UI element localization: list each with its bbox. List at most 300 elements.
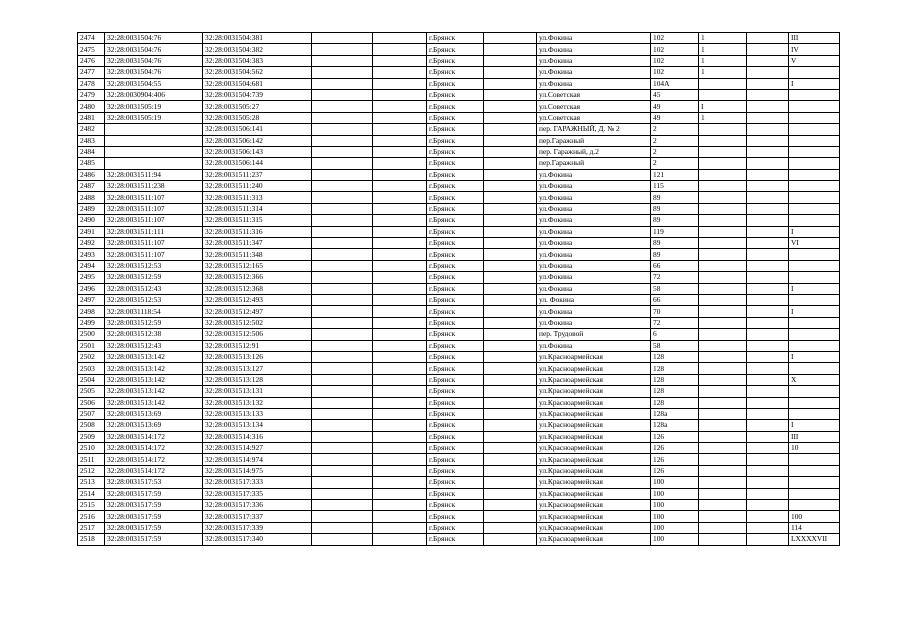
row-number-cell: 2504 [78,374,105,385]
blank-cell-c [484,33,537,44]
row-number-cell: 2491 [78,226,105,237]
blank-cell-d [747,363,789,374]
city-cell: г.Брянск [427,215,484,226]
unit-cell [699,124,747,135]
city-cell: г.Брянск [427,431,484,442]
parent-cadastral-number-cell: 32:28:0031513:69 [105,420,203,431]
room-number-cell: I [789,420,840,431]
blank-cell-b [373,329,427,340]
blank-cell-a [312,226,373,237]
blank-cell-a [312,192,373,203]
table-row [78,67,840,78]
row-number-cell: 2477 [78,67,105,78]
blank-cell-c [484,238,537,249]
table-row [78,283,840,294]
room-number-cell [789,272,840,283]
unit-cell [699,283,747,294]
cadastral-number-cell: 32:28:0031517:335 [203,488,312,499]
house-number-cell: 115 [651,181,699,192]
blank-cell-a [312,522,373,533]
parent-cadastral-number-cell: 32:28:0031511:107 [105,249,203,260]
blank-cell-a [312,215,373,226]
cadastral-number-cell: 32:28:0031504:381 [203,33,312,44]
parent-cadastral-number-cell: 32:28:0031512:43 [105,283,203,294]
table-row [78,169,840,180]
blank-cell-b [373,44,427,55]
parent-cadastral-number-cell [105,124,203,135]
table-row [78,89,840,100]
parent-cadastral-number-cell [105,158,203,169]
city-cell: г.Брянск [427,78,484,89]
street-cell: ул.Фокина [537,55,651,66]
row-number-cell: 2494 [78,260,105,271]
street-cell: ул.Красноармейская [537,408,651,419]
city-cell: г.Брянск [427,329,484,340]
blank-cell-a [312,33,373,44]
blank-cell-d [747,374,789,385]
room-number-cell [789,363,840,374]
blank-cell-b [373,431,427,442]
table-row [78,33,840,44]
blank-cell-d [747,215,789,226]
cadastral-number-cell: 32:28:0031511:237 [203,169,312,180]
blank-cell-d [747,408,789,419]
city-cell: г.Брянск [427,260,484,271]
blank-cell-d [747,465,789,476]
blank-cell-d [747,78,789,89]
street-cell: ул.Фокина [537,78,651,89]
blank-cell-b [373,215,427,226]
parent-cadastral-number-cell: 32:28:0030904:406 [105,89,203,100]
unit-cell: I [699,101,747,112]
city-cell: г.Брянск [427,294,484,305]
room-number-cell [789,181,840,192]
unit-cell [699,226,747,237]
street-cell: ул.Красноармейская [537,363,651,374]
blank-cell-a [312,443,373,454]
street-cell: ул.Красноармейская [537,454,651,465]
room-number-cell [789,146,840,157]
city-cell: г.Брянск [427,158,484,169]
cadastral-number-cell: 32:28:0031506:143 [203,146,312,157]
table-row [78,522,840,533]
room-number-cell [789,500,840,511]
cadastral-number-cell: 32:28:0031517:340 [203,534,312,545]
parent-cadastral-number-cell: 32:28:0031511:94 [105,169,203,180]
blank-cell-a [312,488,373,499]
city-cell: г.Брянск [427,283,484,294]
blank-cell-a [312,351,373,362]
blank-cell-a [312,374,373,385]
table-row [78,124,840,135]
house-number-cell: 89 [651,192,699,203]
city-cell: г.Брянск [427,397,484,408]
blank-cell-c [484,272,537,283]
city-cell: г.Брянск [427,101,484,112]
unit-cell [699,203,747,214]
parent-cadastral-number-cell: 32:28:0031511:111 [105,226,203,237]
parent-cadastral-number-cell [105,146,203,157]
room-number-cell [789,192,840,203]
row-number-cell: 2514 [78,488,105,499]
cadastral-number-cell: 32:28:0031511:240 [203,181,312,192]
blank-cell-a [312,306,373,317]
table-row [78,454,840,465]
room-number-cell [789,408,840,419]
parent-cadastral-number-cell: 32:28:0031512:53 [105,294,203,305]
blank-cell-b [373,397,427,408]
city-cell: г.Брянск [427,465,484,476]
blank-cell-b [373,363,427,374]
house-number-cell: 102 [651,44,699,55]
blank-cell-b [373,238,427,249]
parent-cadastral-number-cell: 32:28:0031504:76 [105,33,203,44]
row-number-cell: 2490 [78,215,105,226]
street-cell: ул.Красноармейская [537,397,651,408]
cadastral-number-cell: 32:28:0031512:497 [203,306,312,317]
table-row [78,260,840,271]
row-number-cell: 2509 [78,431,105,442]
blank-cell-c [484,340,537,351]
city-cell: г.Брянск [427,408,484,419]
cadastral-number-cell: 32:28:0031513:132 [203,397,312,408]
blank-cell-a [312,112,373,123]
house-number-cell: 2 [651,135,699,146]
cadastral-number-cell: 32:28:0031514:975 [203,465,312,476]
house-number-cell: 128 [651,363,699,374]
unit-cell [699,306,747,317]
house-number-cell: 100 [651,477,699,488]
blank-cell-a [312,169,373,180]
blank-cell-a [312,249,373,260]
house-number-cell: 100 [651,511,699,522]
blank-cell-c [484,477,537,488]
room-number-cell: I [789,226,840,237]
blank-cell-d [747,238,789,249]
unit-cell [699,477,747,488]
blank-cell-a [312,431,373,442]
cadastral-number-cell: 32:28:0031511:314 [203,203,312,214]
blank-cell-b [373,158,427,169]
blank-cell-c [484,89,537,100]
row-number-cell: 2518 [78,534,105,545]
table-row [78,158,840,169]
room-number-cell [789,340,840,351]
street-cell: ул.Красноармейская [537,477,651,488]
house-number-cell: 45 [651,89,699,100]
street-cell: пер.Гаражный [537,135,651,146]
unit-cell [699,534,747,545]
row-number-cell: 2515 [78,500,105,511]
blank-cell-d [747,397,789,408]
city-cell: г.Брянск [427,249,484,260]
cadastral-number-cell: 32:28:0031517:337 [203,511,312,522]
street-cell: ул.Фокина [537,192,651,203]
blank-cell-d [747,317,789,328]
table-row [78,511,840,522]
table-row [78,215,840,226]
street-cell: ул.Красноармейская [537,374,651,385]
blank-cell-c [484,203,537,214]
row-number-cell: 2474 [78,33,105,44]
blank-cell-d [747,340,789,351]
cadastral-number-cell: 32:28:0031513:128 [203,374,312,385]
cadastral-number-cell: 32:28:0031513:126 [203,351,312,362]
unit-cell [699,420,747,431]
cadastral-number-cell: 32:28:0031506:142 [203,135,312,146]
table-row [78,488,840,499]
blank-cell-d [747,454,789,465]
blank-cell-b [373,135,427,146]
row-number-cell: 2511 [78,454,105,465]
blank-cell-a [312,260,373,271]
cadastral-number-cell: 32:28:0031512:368 [203,283,312,294]
row-number-cell: 2501 [78,340,105,351]
city-cell: г.Брянск [427,534,484,545]
room-number-cell [789,158,840,169]
street-cell: пер. Трудовой [537,329,651,340]
table-row [78,249,840,260]
house-number-cell: 119 [651,226,699,237]
table-row [78,272,840,283]
house-number-cell: 100 [651,534,699,545]
cadastral-number-cell: 32:28:0031513:133 [203,408,312,419]
room-number-cell [789,203,840,214]
blank-cell-b [373,408,427,419]
unit-cell [699,431,747,442]
blank-cell-b [373,283,427,294]
room-number-cell: III [789,33,840,44]
room-number-cell [789,89,840,100]
table-row [78,317,840,328]
blank-cell-a [312,238,373,249]
unit-cell [699,329,747,340]
street-cell: пер.Гаражный [537,158,651,169]
unit-cell: 1 [699,44,747,55]
blank-cell-b [373,386,427,397]
blank-cell-c [484,534,537,545]
parent-cadastral-number-cell: 32:28:0031513:69 [105,408,203,419]
blank-cell-b [373,374,427,385]
house-number-cell: 104А [651,78,699,89]
parent-cadastral-number-cell: 32:28:0031517:59 [105,500,203,511]
house-number-cell: 66 [651,294,699,305]
blank-cell-d [747,181,789,192]
city-cell: г.Брянск [427,477,484,488]
blank-cell-d [747,488,789,499]
city-cell: г.Брянск [427,55,484,66]
row-number-cell: 2482 [78,124,105,135]
blank-cell-c [484,317,537,328]
blank-cell-d [747,534,789,545]
unit-cell: 1 [699,112,747,123]
blank-cell-c [484,181,537,192]
blank-cell-b [373,511,427,522]
unit-cell [699,488,747,499]
street-cell: ул.Советская [537,101,651,112]
room-number-cell: III [789,431,840,442]
row-number-cell: 2479 [78,89,105,100]
unit-cell [699,465,747,476]
unit-cell [699,249,747,260]
blank-cell-b [373,465,427,476]
table-row [78,101,840,112]
blank-cell-a [312,386,373,397]
house-number-cell: 70 [651,306,699,317]
unit-cell [699,215,747,226]
house-number-cell: 128а [651,420,699,431]
blank-cell-d [747,146,789,157]
blank-cell-b [373,488,427,499]
blank-cell-c [484,488,537,499]
unit-cell [699,89,747,100]
street-cell: ул.Советская [537,112,651,123]
table-row [78,465,840,476]
parent-cadastral-number-cell: 32:28:0031118:54 [105,306,203,317]
blank-cell-b [373,351,427,362]
parent-cadastral-number-cell: 32:28:0031513:142 [105,397,203,408]
row-number-cell: 2484 [78,146,105,157]
parent-cadastral-number-cell: 32:28:0031513:142 [105,351,203,362]
city-cell: г.Брянск [427,135,484,146]
blank-cell-c [484,500,537,511]
row-number-cell: 2476 [78,55,105,66]
blank-cell-b [373,477,427,488]
blank-cell-b [373,101,427,112]
parent-cadastral-number-cell: 32:28:0031512:43 [105,340,203,351]
blank-cell-a [312,181,373,192]
blank-cell-c [484,374,537,385]
house-number-cell: 89 [651,249,699,260]
city-cell: г.Брянск [427,420,484,431]
house-number-cell: 128 [651,374,699,385]
street-cell: ул.Фокина [537,226,651,237]
blank-cell-c [484,101,537,112]
table-row [78,294,840,305]
room-number-cell: 114 [789,522,840,533]
blank-cell-c [484,363,537,374]
city-cell: г.Брянск [427,33,484,44]
blank-cell-a [312,283,373,294]
city-cell: г.Брянск [427,146,484,157]
table-row [78,146,840,157]
parent-cadastral-number-cell: 32:28:0031505:19 [105,112,203,123]
city-cell: г.Брянск [427,340,484,351]
parent-cadastral-number-cell: 32:28:0031511:107 [105,238,203,249]
table-row [78,408,840,419]
blank-cell-d [747,306,789,317]
blank-cell-b [373,294,427,305]
parent-cadastral-number-cell: 32:28:0031514:172 [105,465,203,476]
parent-cadastral-number-cell: 32:28:0031517:59 [105,511,203,522]
street-cell: ул.Фокина [537,203,651,214]
blank-cell-c [484,249,537,260]
room-number-cell [789,454,840,465]
street-cell: ул.Красноармейская [537,420,651,431]
unit-cell [699,272,747,283]
blank-cell-d [747,477,789,488]
unit-cell [699,169,747,180]
room-number-cell: I [789,351,840,362]
room-number-cell: 10 [789,443,840,454]
parent-cadastral-number-cell: 32:28:0031517:59 [105,534,203,545]
unit-cell [699,443,747,454]
cadastral-number-cell: 32:28:0031504:382 [203,44,312,55]
blank-cell-c [484,329,537,340]
blank-cell-d [747,124,789,135]
blank-cell-d [747,443,789,454]
blank-cell-a [312,317,373,328]
row-number-cell: 2508 [78,420,105,431]
blank-cell-c [484,522,537,533]
cadastral-number-cell: 32:28:0031511:348 [203,249,312,260]
cadastral-number-cell: 32:28:0031517:336 [203,500,312,511]
cadastral-number-cell: 32:28:0031505:27 [203,101,312,112]
blank-cell-d [747,67,789,78]
street-cell: ул.Советская [537,89,651,100]
blank-cell-a [312,101,373,112]
street-cell: ул.Красноармейская [537,386,651,397]
room-number-cell [789,169,840,180]
parent-cadastral-number-cell: 32:28:0031504:76 [105,67,203,78]
unit-cell [699,340,747,351]
blank-cell-b [373,203,427,214]
cadastral-number-cell: 32:28:0031512:506 [203,329,312,340]
table-row [78,397,840,408]
row-number-cell: 2480 [78,101,105,112]
city-cell: г.Брянск [427,67,484,78]
blank-cell-b [373,260,427,271]
unit-cell [699,386,747,397]
house-number-cell: 128 [651,351,699,362]
parent-cadastral-number-cell: 32:28:0031511:107 [105,215,203,226]
row-number-cell: 2483 [78,135,105,146]
blank-cell-a [312,363,373,374]
blank-cell-d [747,272,789,283]
cadastral-number-cell: 32:28:0031511:347 [203,238,312,249]
house-number-cell: 89 [651,203,699,214]
blank-cell-b [373,226,427,237]
cadastral-number-cell: 32:28:0031504:383 [203,55,312,66]
table-row [78,135,840,146]
register-body [78,33,840,546]
table-row [78,44,840,55]
room-number-cell [789,215,840,226]
house-number-cell: 58 [651,340,699,351]
house-number-cell: 102 [651,67,699,78]
blank-cell-c [484,146,537,157]
unit-cell [699,374,747,385]
blank-cell-a [312,340,373,351]
blank-cell-a [312,511,373,522]
blank-cell-c [484,283,537,294]
blank-cell-d [747,351,789,362]
blank-cell-a [312,67,373,78]
house-number-cell: 102 [651,33,699,44]
house-number-cell: 49 [651,112,699,123]
unit-cell [699,192,747,203]
blank-cell-a [312,534,373,545]
unit-cell [699,522,747,533]
blank-cell-c [484,169,537,180]
cadastral-number-cell: 32:28:0031511:315 [203,215,312,226]
table-row [78,500,840,511]
street-cell: ул.Красноармейская [537,511,651,522]
blank-cell-d [747,44,789,55]
table-row [78,477,840,488]
city-cell: г.Брянск [427,192,484,203]
street-cell: ул.Красноармейская [537,500,651,511]
